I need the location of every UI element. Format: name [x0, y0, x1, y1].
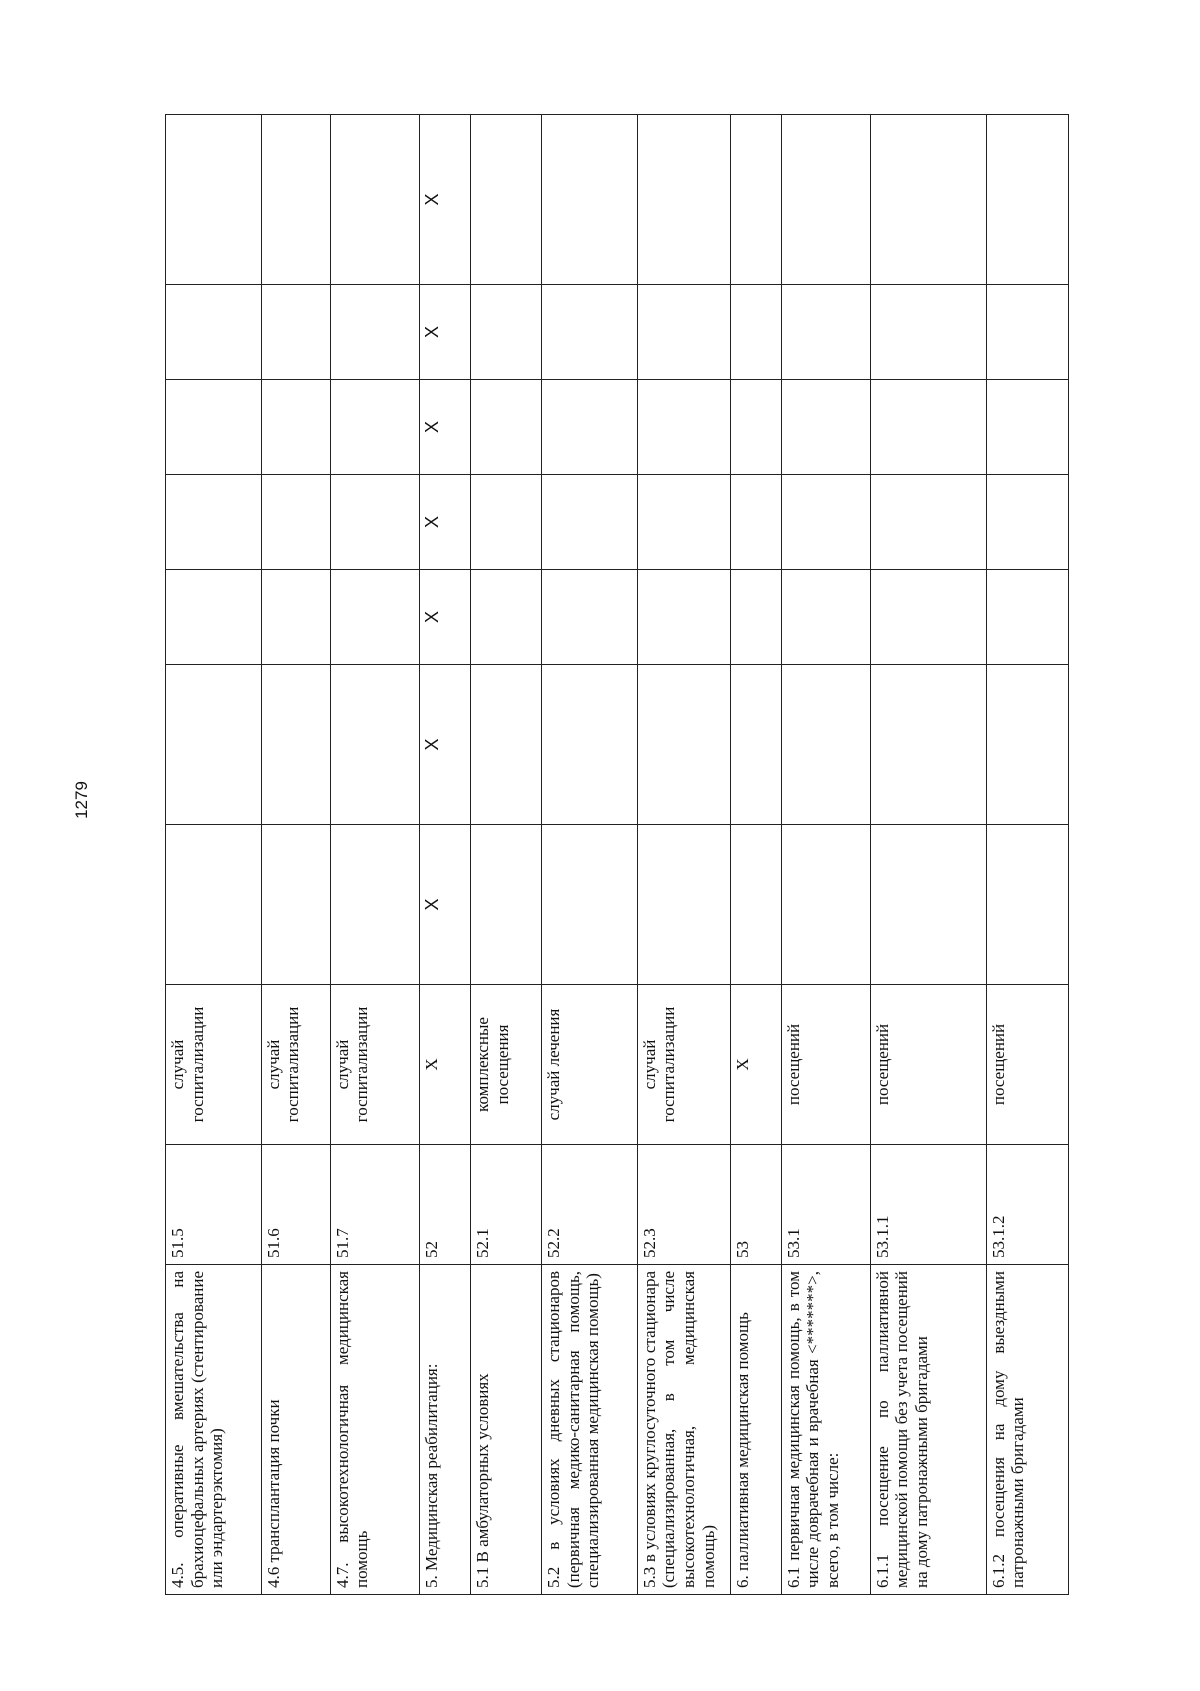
row-code-cell: 53.1.2 — [986, 1145, 1068, 1265]
row-value-cell — [870, 380, 986, 475]
row-value-cell — [166, 285, 262, 380]
row-value-cell — [781, 380, 870, 475]
row-unit-cell: посещений — [870, 985, 986, 1145]
row-value-cell — [637, 285, 730, 380]
row-value-cell — [781, 115, 870, 285]
table-row — [637, 115, 730, 1595]
row-value-cell — [730, 825, 781, 985]
row-value-cell — [637, 825, 730, 985]
row-value-cell — [986, 475, 1068, 570]
table-row — [730, 115, 781, 1595]
row-value-cell — [261, 665, 330, 825]
row-value-cell — [542, 475, 638, 570]
row-value-cell — [730, 380, 781, 475]
row-unit-cell: случай лечения — [542, 985, 638, 1145]
row-value-cell: X — [419, 570, 470, 665]
row-unit-cell: комплексные посещения — [470, 985, 541, 1145]
row-value-cell: X — [419, 285, 470, 380]
row-value-cell — [781, 825, 870, 985]
row-value-cell — [261, 475, 330, 570]
row-value-cell — [986, 115, 1068, 285]
row-code-cell: 51.6 — [261, 1145, 330, 1265]
row-value-cell — [330, 475, 419, 570]
row-value-cell — [470, 475, 541, 570]
data-table — [165, 114, 1069, 1595]
row-code-cell: 53 — [730, 1145, 781, 1265]
row-value-cell — [330, 380, 419, 475]
row-name-cell: 4.7. высокотехнологичная медицинская помощь — [330, 1265, 419, 1595]
row-value-cell — [870, 825, 986, 985]
row-value-cell — [637, 475, 730, 570]
row-name-cell: 5.1 В амбулаторных условиях — [470, 1265, 541, 1595]
row-value-cell — [542, 285, 638, 380]
row-name-cell: 4.5. оперативные вмешательства на брахиоцефальных артериях (стентирование или эндартерэктомия) — [166, 1265, 262, 1595]
row-value-cell — [870, 475, 986, 570]
row-value-cell — [637, 115, 730, 285]
row-unit-cell: случай госпитализации — [261, 985, 330, 1145]
row-value-cell — [330, 825, 419, 985]
rotated-table-wrapper — [165, 115, 1069, 1595]
row-name-cell: 4.6 трансплантация почки — [261, 1265, 330, 1595]
row-value-cell — [470, 285, 541, 380]
row-value-cell — [986, 825, 1068, 985]
row-code-cell: 52 — [419, 1145, 470, 1265]
row-value-cell — [730, 570, 781, 665]
table-row — [419, 115, 470, 1595]
row-value-cell: X — [419, 825, 470, 985]
row-value-cell — [870, 115, 986, 285]
row-code-cell: 52.3 — [637, 1145, 730, 1265]
row-value-cell — [986, 285, 1068, 380]
row-unit-cell: посещений — [781, 985, 870, 1145]
row-value-cell — [781, 475, 870, 570]
row-value-cell: X — [419, 475, 470, 570]
row-value-cell — [330, 665, 419, 825]
row-name-cell: 5.2 в условиях дневных стационаров (первичная медико-санитарная помощь, специализированная медицинская помощь) — [542, 1265, 638, 1595]
table-row — [542, 115, 638, 1595]
row-value-cell — [986, 665, 1068, 825]
row-name-cell: 5. Медицинская реабилитация: — [419, 1265, 470, 1595]
table-row — [166, 115, 262, 1595]
row-name-cell: 5.3 в условиях круглосуточного стационара (специализированная, в том числе высокотехнологичная, медицинская помощь) — [637, 1265, 730, 1595]
row-value-cell — [166, 825, 262, 985]
row-name-cell: 6.1.1 посещение по паллиативной медицинской помощи без учета посещений на дому патронажными бригадами — [870, 1265, 986, 1595]
row-unit-cell: посещений — [986, 985, 1068, 1145]
row-value-cell — [470, 665, 541, 825]
row-code-cell: 52.1 — [470, 1145, 541, 1265]
row-value-cell — [870, 665, 986, 825]
row-code-cell: 53.1 — [781, 1145, 870, 1265]
row-value-cell — [781, 570, 870, 665]
table-row — [470, 115, 541, 1595]
row-value-cell — [542, 825, 638, 985]
row-value-cell — [986, 380, 1068, 475]
row-value-cell — [730, 285, 781, 380]
row-value-cell — [330, 570, 419, 665]
row-name-cell: 6.1 первичная медицинская помощь, в том числе доврачебная и врачебная <*******>, всего, в том числе: — [781, 1265, 870, 1595]
row-value-cell — [637, 665, 730, 825]
row-value-cell — [330, 285, 419, 380]
table-row — [870, 115, 986, 1595]
row-value-cell — [986, 570, 1068, 665]
row-value-cell — [870, 285, 986, 380]
row-value-cell — [330, 115, 419, 285]
row-value-cell: X — [419, 665, 470, 825]
row-name-cell: 6.1.2 посещения на дому выездными патронажными бригадами — [986, 1265, 1068, 1595]
row-value-cell — [870, 570, 986, 665]
row-value-cell — [166, 665, 262, 825]
row-value-cell — [166, 380, 262, 475]
row-value-cell: X — [419, 380, 470, 475]
page-number-text: 1279 — [72, 781, 91, 819]
row-unit-cell: случай госпитализации — [637, 985, 730, 1145]
row-value-cell — [470, 380, 541, 475]
row-value-cell — [166, 475, 262, 570]
row-value-cell — [637, 570, 730, 665]
row-name-cell: 6. паллиативная медицинская помощь — [730, 1265, 781, 1595]
row-value-cell — [261, 285, 330, 380]
row-unit-cell: случай госпитализации — [166, 985, 262, 1145]
row-value-cell — [166, 570, 262, 665]
table-row — [261, 115, 330, 1595]
row-value-cell — [637, 380, 730, 475]
row-value-cell — [730, 115, 781, 285]
row-code-cell: 51.5 — [166, 1145, 262, 1265]
row-value-cell — [261, 825, 330, 985]
row-value-cell — [261, 380, 330, 475]
row-value-cell — [730, 475, 781, 570]
row-value-cell: X — [419, 115, 470, 285]
row-value-cell — [542, 380, 638, 475]
table-row — [781, 115, 870, 1595]
table-body — [166, 115, 1069, 1595]
row-value-cell — [730, 665, 781, 825]
row-value-cell — [166, 115, 262, 285]
table-row — [986, 115, 1068, 1595]
row-value-cell — [781, 285, 870, 380]
row-code-cell: 53.1.1 — [870, 1145, 986, 1265]
row-value-cell — [261, 115, 330, 285]
row-unit-cell: X — [419, 985, 470, 1145]
row-unit-cell: X — [730, 985, 781, 1145]
row-value-cell — [781, 665, 870, 825]
table-row — [330, 115, 419, 1595]
row-unit-cell: случай госпитализации — [330, 985, 419, 1145]
row-code-cell: 52.2 — [542, 1145, 638, 1265]
row-value-cell — [542, 570, 638, 665]
row-value-cell — [261, 570, 330, 665]
row-value-cell — [470, 825, 541, 985]
row-value-cell — [470, 115, 541, 285]
page-number — [62, 770, 102, 830]
row-value-cell — [542, 665, 638, 825]
row-code-cell: 51.7 — [330, 1145, 419, 1265]
row-value-cell — [542, 115, 638, 285]
row-value-cell — [470, 570, 541, 665]
